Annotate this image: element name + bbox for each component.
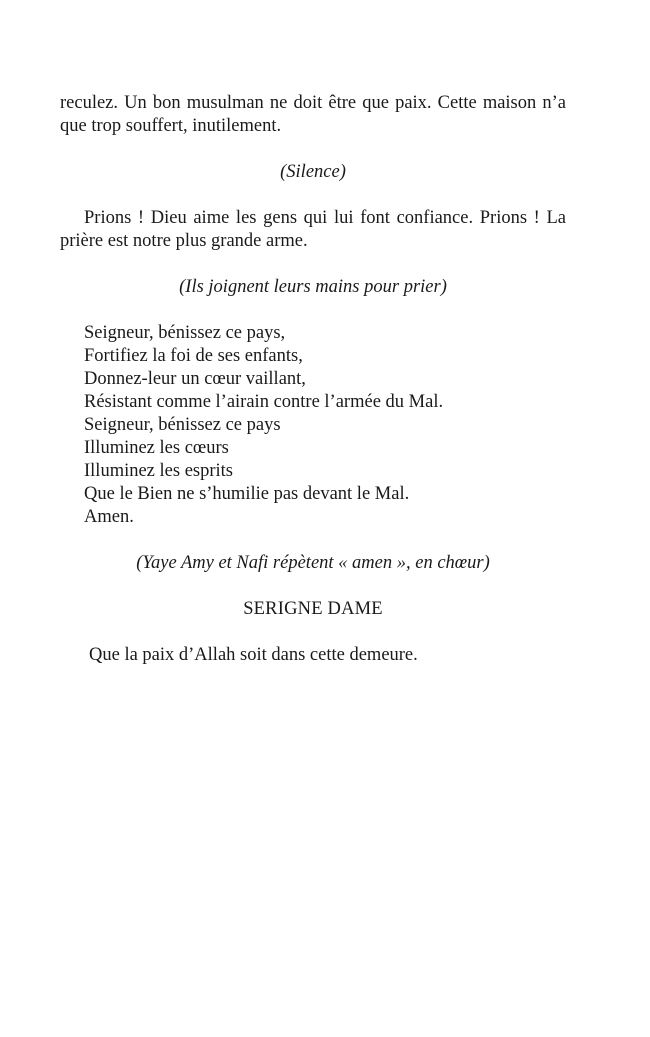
speaker-line: Que la paix d’Allah soit dans cette demeure. xyxy=(89,645,418,665)
spacer xyxy=(60,621,566,644)
document-page xyxy=(60,92,566,667)
prayer-line: Seigneur, bénissez ce pays xyxy=(84,415,281,435)
spacer xyxy=(60,138,566,161)
stage-direction-amen: (Yaye Amy et Nafi répètent « amen », en chœur) xyxy=(136,553,490,573)
prayer-line: Illuminez les esprits xyxy=(84,461,233,481)
paragraph-prayer-call: Prions ! Dieu aime les gens qui lui font confiance. Prions ! La prière est notre plus grande arme. xyxy=(60,208,566,251)
prayer-line: Donnez-leur un cœur vaillant, xyxy=(84,369,306,389)
spacer xyxy=(60,575,566,598)
prayer-line: Seigneur, bénissez ce pays, xyxy=(84,323,286,343)
spacer xyxy=(60,253,566,276)
spacer xyxy=(60,184,566,207)
prayer-line: Amen. xyxy=(84,507,134,527)
prayer-line: Fortifiez la foi de ses enfants, xyxy=(84,346,303,366)
prayer-line: Illuminez les cœurs xyxy=(84,438,229,458)
spacer xyxy=(60,529,566,552)
speaker-name: SERIGNE DAME xyxy=(243,599,383,619)
paragraph-continuation: reculez. Un bon musulman ne doit être que paix. Cette maison n’a que trop souffert, inutilement. xyxy=(60,93,566,136)
spacer xyxy=(60,299,566,322)
stage-direction-silence: (Silence) xyxy=(280,162,346,182)
prayer-verse xyxy=(60,322,566,529)
prayer-line: Que le Bien ne s’humilie pas devant le Mal. xyxy=(84,484,410,504)
prayer-line: Résistant comme l’airain contre l’armée du Mal. xyxy=(84,392,444,412)
stage-direction-hands: (Ils joignent leurs mains pour prier) xyxy=(179,277,447,297)
